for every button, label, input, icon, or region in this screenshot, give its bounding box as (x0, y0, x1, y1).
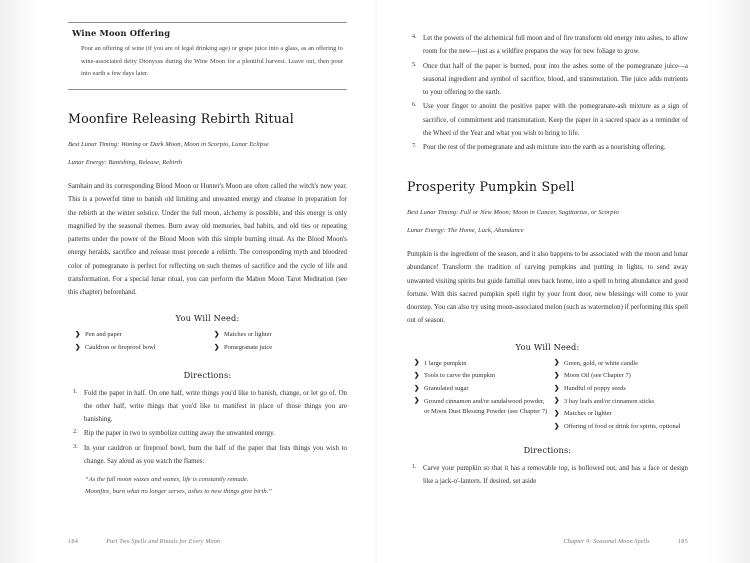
chevron-right-icon: ❯ (214, 330, 220, 338)
callout-title: Wine Moon Offering (72, 28, 171, 38)
needs-column-left (75, 330, 208, 355)
list-item-label: Pen and paper (85, 331, 122, 339)
running-head: Chapter 9: Seasonal Moon Spells (563, 538, 650, 545)
list-item-label: Granulated sugar (424, 385, 469, 393)
list-item-label: Handful of poppy seeds (564, 385, 626, 393)
list-item (554, 371, 688, 382)
right-page (375, 0, 750, 563)
callout-body-text: Pour an offering of wine (if you are of legal drinking age) or grape juice into a glass, as an offering to wine-associated deity Dionysus during the Wine Moon for a plentiful harvest. Leave out, then pour into earth a few days later. (81, 45, 343, 77)
list-item (414, 359, 548, 370)
list-item (414, 397, 548, 418)
footer-right (375, 538, 750, 545)
spell-intro-paragraph: Samhain and its corresponding Blood Moon or Hunter's Moon are often called the witch's new year. This is a powerful time to banish old limiting and unwanted energy and cleanse in preparation for the rebirth at the winter solstice. Under the full moon, alchemy is possible, and this energy is only magnified by the seasonal themes. Burn away old memories, bad habits, and old ties or repeating patterns under the power of the Blood Moon with this simple burning ritual. As the Blood Moon's energy heralds, sacrifice and release must precede a rebirth. The corresponding myth and bloodred color of pomegranate is perfect for reflecting on such themes of sacrifice and the cycle of life and transformation. For a special lunar ritual, you can perform the Mabon Moon Tarot Meditation (see this chapter) beforehand. (68, 183, 347, 297)
directions-step: Pour the rest of the pomegranate and ash mixture into the earth as a nourishing offering. (423, 144, 666, 151)
directions-heading: Directions: (183, 369, 232, 380)
needs-column-right (214, 330, 347, 355)
chevron-right-icon: ❯ (554, 359, 560, 367)
page-title: Moonfire Releasing Rebirth Ritual (68, 111, 294, 127)
list-item-label: 3 bay leafs and/or cinnamon sticks (564, 397, 655, 405)
list-item-label: Offering of food or drink for spirits, optional (564, 423, 681, 431)
chevron-right-icon: ❯ (414, 397, 420, 405)
you-will-need-heading: You Will Need: (175, 313, 240, 324)
you-will-need-list (68, 330, 347, 355)
list-item (554, 384, 688, 395)
chevron-right-icon: ❯ (75, 343, 81, 351)
directions-step: Carve your pumpkin so that it has a removable top, is hollowed out, and has a face or design like a jack-o'-lantern. If desired, set aside (423, 464, 688, 486)
chevron-right-icon: ❯ (554, 410, 560, 418)
directions-heading: Directions: (523, 444, 572, 455)
list-item (214, 343, 347, 354)
needs-column-left (414, 359, 548, 435)
list-item-label: Ground cinnamon and/or sandalwood powder, or Moon Dust Blessing Powder (see Chapter 7) (424, 397, 548, 416)
list-item (554, 422, 688, 433)
lunar-energy: Lunar Energy: The Home, Luck, Abundance (407, 226, 524, 234)
list-item (554, 397, 688, 408)
directions-step: Once that half of the paper is burned, pour into the ashes some of the pomegranate juice—a seasonal ingredient and symbol of sacrifice, blood, and transmutation. The juice adds nutrients to your offering to the earth. (423, 62, 688, 96)
chevron-right-icon: ❯ (554, 372, 560, 380)
directions-step: Rip the paper in two to symbolize cutting away the unwanted energy. (84, 430, 275, 438)
best-lunar-timing: Best Lunar Timing: Waning or Dark Moon, Moon in Scorpio, Lunar Eclipse (68, 140, 269, 148)
list-item-label: Cauldron or fireproof bowl (85, 343, 156, 351)
directions-list (68, 387, 347, 469)
running-head: Part Two Spells and Rituals for Every Moon (106, 538, 221, 545)
chevron-right-icon: ❯ (414, 372, 420, 380)
list-item (414, 384, 548, 395)
directions-step: In your cauldron or fireproof bowl, burn the half of the paper that lists things you wish to change. Say aloud as you watch the flames: (84, 444, 347, 465)
page-title: Prosperity Pumpkin Spell (407, 179, 575, 195)
list-item (214, 330, 347, 341)
spell-chant (68, 474, 347, 498)
list-item (75, 330, 208, 341)
list-item (554, 409, 688, 420)
chevron-right-icon: ❯ (554, 422, 560, 430)
list-item (414, 371, 548, 382)
list-item (75, 343, 208, 354)
chant-line: Moonfire, burn what no longer serves, ashes to new things give birth.” (85, 488, 272, 496)
list-item-label: Moon Oil (see Chapter 7) (564, 372, 631, 380)
wine-moon-offering-callout (68, 22, 347, 90)
list-item-label: Matches or lighter (564, 410, 612, 418)
chevron-right-icon: ❯ (414, 359, 420, 367)
page-number: 185 (677, 538, 688, 545)
best-lunar-timing: Best Lunar Timing: Full or New Moon; Moon in Cancer, Sagittarius, or Scorpio (407, 208, 619, 216)
chevron-right-icon: ❯ (554, 384, 560, 392)
chant-line: “As the full moon waxes and wanes, life is constantly remade. (85, 476, 249, 484)
list-item-label: 1 large pumpkin (424, 359, 467, 367)
list-item (554, 359, 688, 370)
list-item-label: Tools to carve the pumpkin (424, 372, 496, 380)
list-item-label: Green, gold, or white candle (564, 359, 639, 367)
you-will-need-heading: You Will Need: (515, 341, 580, 352)
chevron-right-icon: ❯ (75, 330, 81, 338)
directions-step: Let the powers of the alchemical full moon and of fire transform old energy into ashes, to allow room for the new—just as a wildfire prepares the way for new foliage to grow. (423, 35, 688, 56)
page-number: 184 (68, 538, 79, 545)
list-item-label: Pomegranate juice (224, 343, 273, 351)
spell-intro-paragraph: Pumpkin is the ingredient of the season, and it also happens to be associated with the moon and lunar abundance! Transform the tradition of carving pumpkins and putting in lights, to send away unwanted visiting spirits but guide familial ones back home, into a spell to bring abundance and good fortune. With this sacred pumpkin spell right by your front door, new blessings will come to your doorstep. You can also try using moon-associated melon (such as watermelon) if performing this spell out of season. (407, 251, 688, 325)
footer-left (0, 538, 375, 545)
directions-list (407, 462, 688, 489)
chevron-right-icon: ❯ (414, 384, 420, 392)
directions-step: Fold the paper in half. On one half, write things you'd like to banish, change, or let go of. On the other half, write things that you'd like to manifest in place of those things you are banishing. (84, 389, 347, 424)
chevron-right-icon: ❯ (554, 397, 560, 405)
you-will-need-list (407, 359, 688, 435)
lunar-energy: Lunar Energy: Banishing, Release, Rebirth (68, 158, 183, 166)
needs-column-right (554, 359, 688, 435)
directions-step: Use your finger to anoint the positive paper with the pomegranate-ash mixture as a sign of sacrifice, of commitment and transmutation. Keep the paper in a sacred space as a reminder of the Wheel of the Year and what you wish to bring to life. (423, 103, 688, 137)
chevron-right-icon: ❯ (214, 343, 220, 351)
list-item-label: Matches or lighter (224, 331, 272, 339)
directions-list-continued (407, 32, 688, 154)
